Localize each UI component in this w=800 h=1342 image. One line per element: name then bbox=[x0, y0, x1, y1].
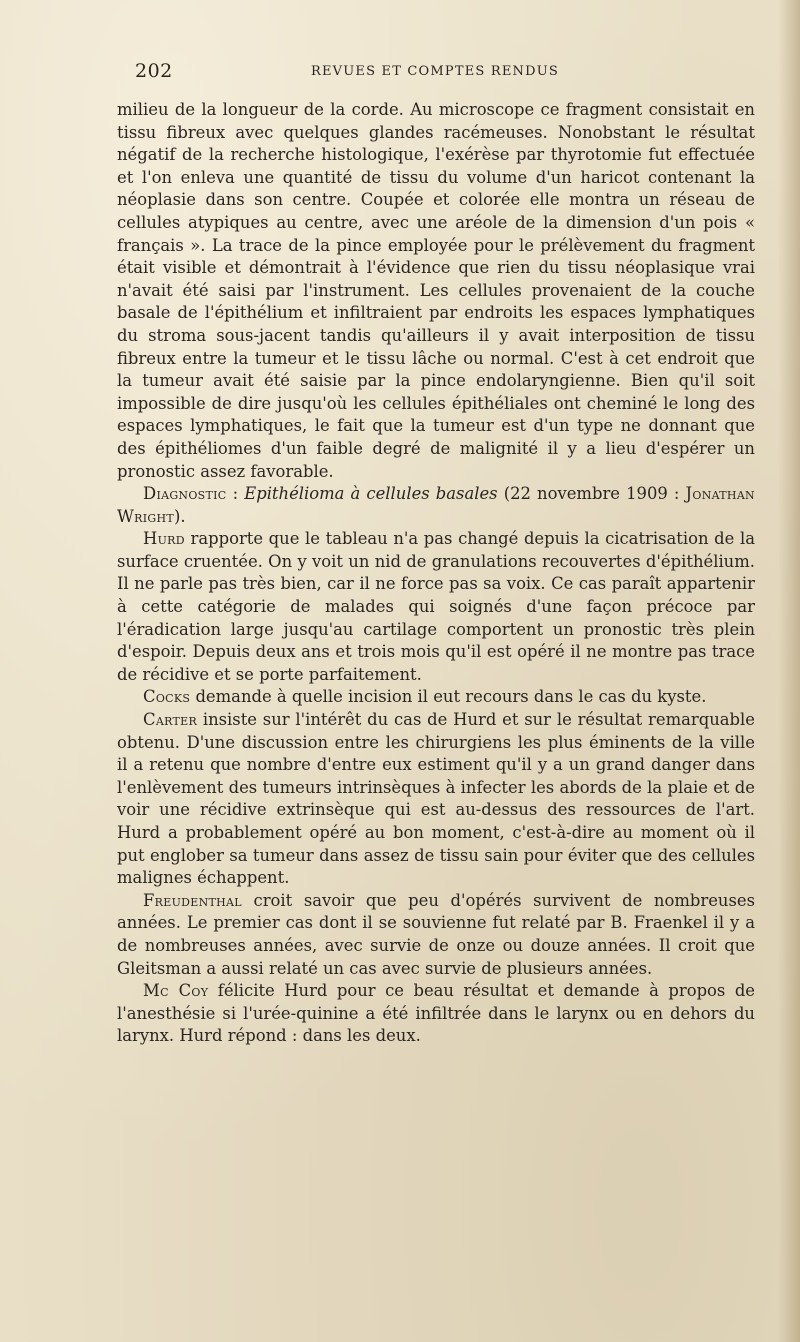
paragraph-diagnosis bbox=[117, 483, 755, 528]
article-body bbox=[117, 99, 755, 1048]
paragraph-carter bbox=[117, 709, 755, 890]
paragraph-case-description: milieu de la longueur de la corde. Au microscope ce fragment consistait en tissu fibreux avec quelques glandes racémeuses. Nonobstant le résultat négatif de la recherche histologique, l'exérèse par thyrotomie fut effectuée et l'on enleva une quantité de tissu du volume d'un haricot contenant la néoplasie dans son centre. Coupée et colorée elle montra un réseau de cellules atypiques au centre, avec une aréole de la dimension d'un pois « français ». La trace de la pince employée pour le prélèvement du fragment était visible et démontrait à l'évidence que rien du tissu néoplasique vrai n'avait été saisi par l'instrument. Les cellules provenaient de la couche basale de l'épithélium et infiltraient par endroits les espaces lymphatiques du stroma sous-jacent tandis qu'ailleurs il y avait interposition de tissu fibreux entre la tumeur et le tissu lâche ou normal. C'est à cet endroit que la tumeur avait été saisie par la pince endolaryngienne. Bien qu'il soit impossible de dire jusqu'où les cellules épithéliales ont cheminé le long des espaces lymphatiques, le fait que la tumeur est d'un type ne donnant que des épithéliomes d'un faible degré de malignité il y a lieu d'espérer un pronostic assez favorable. bbox=[117, 100, 755, 481]
paragraph-text: croit savoir que peu d'opérés survivent de nombreuses années. Le premier cas dont il se souvienne fut relaté par B. Fraenkel il y a de nombreuses années, avec survie de onze ou douze années. Il croit que Gleitsman a aussi relaté un cas avec survie de plusieurs années. bbox=[117, 890, 755, 978]
diagnosis-separator: : bbox=[226, 484, 245, 504]
page-number: 202 bbox=[135, 60, 173, 82]
page-header bbox=[115, 60, 755, 90]
diagnosis-author: Jonathan Wright bbox=[117, 484, 755, 526]
paragraph-freudenthal bbox=[117, 890, 755, 980]
paragraph-text: demande à quelle incision il eut recours dans le cas du kyste. bbox=[190, 687, 707, 707]
paragraph-cocks bbox=[117, 686, 755, 709]
speaker-name: Hurd bbox=[143, 529, 185, 549]
speaker-name: Carter bbox=[143, 710, 198, 730]
paragraph-hurd bbox=[117, 528, 755, 686]
page-edge-shadow bbox=[778, 0, 800, 1342]
paragraph-text: rapporte que le tableau n'a pas changé depuis la cicatrisation de la surface cruentée. On y voit un nid de granulations recouvertes d'épithélium. Il ne parle pas très bien, car il ne force pas sa voix. Ce cas paraît appartenir à cette catégorie de malades qui soignés d'une façon précoce par l'éradication large jusqu'au cartilage comportent un pronostic très plein d'espoir. Depuis deux ans et trois mois qu'il est opéré il ne montre pas trace de récidive et se porte parfaitement. bbox=[117, 529, 755, 684]
running-head: REVUES ET COMPTES RENDUS bbox=[310, 64, 560, 79]
speaker-name: Cocks bbox=[143, 687, 191, 707]
diagnosis-end: ). bbox=[174, 506, 186, 526]
paragraph-text: insiste sur l'intérêt du cas de Hurd et sur le résultat remarquable obtenu. D'une discussion entre les chirurgiens les plus éminents de la ville il a retenu que nombre d'entre eux estiment qu'il y a un grand danger dans l'enlèvement des tumeurs intrinsèques à infecter les abords de la plaie et de voir une récidive extrinsèque qui est au-dessus des ressources de l'art. Hurd a probablement opéré au bon moment, c'est-à-dire au moment où il put englober sa tumeur dans assez de tissu sain pour éviter que des cellules malignes échappent. bbox=[117, 710, 755, 888]
speaker-name: Mc Coy bbox=[143, 981, 209, 1001]
paragraph-text: félicite Hurd pour ce beau résultat et demande à propos de l'anesthésie si l'urée-quinine a été infiltrée dans le larynx ou en dehors du larynx. Hurd répond : dans les deux. bbox=[117, 981, 756, 1046]
diagnosis-label: Diagnostic bbox=[143, 484, 227, 504]
speaker-name: Freudenthal bbox=[143, 890, 242, 910]
diagnosis-title: Epithélioma à cellules basales bbox=[244, 484, 498, 504]
paragraph-mc-coy bbox=[117, 980, 755, 1048]
diagnosis-date: (22 novembre 1909 : bbox=[497, 484, 686, 504]
